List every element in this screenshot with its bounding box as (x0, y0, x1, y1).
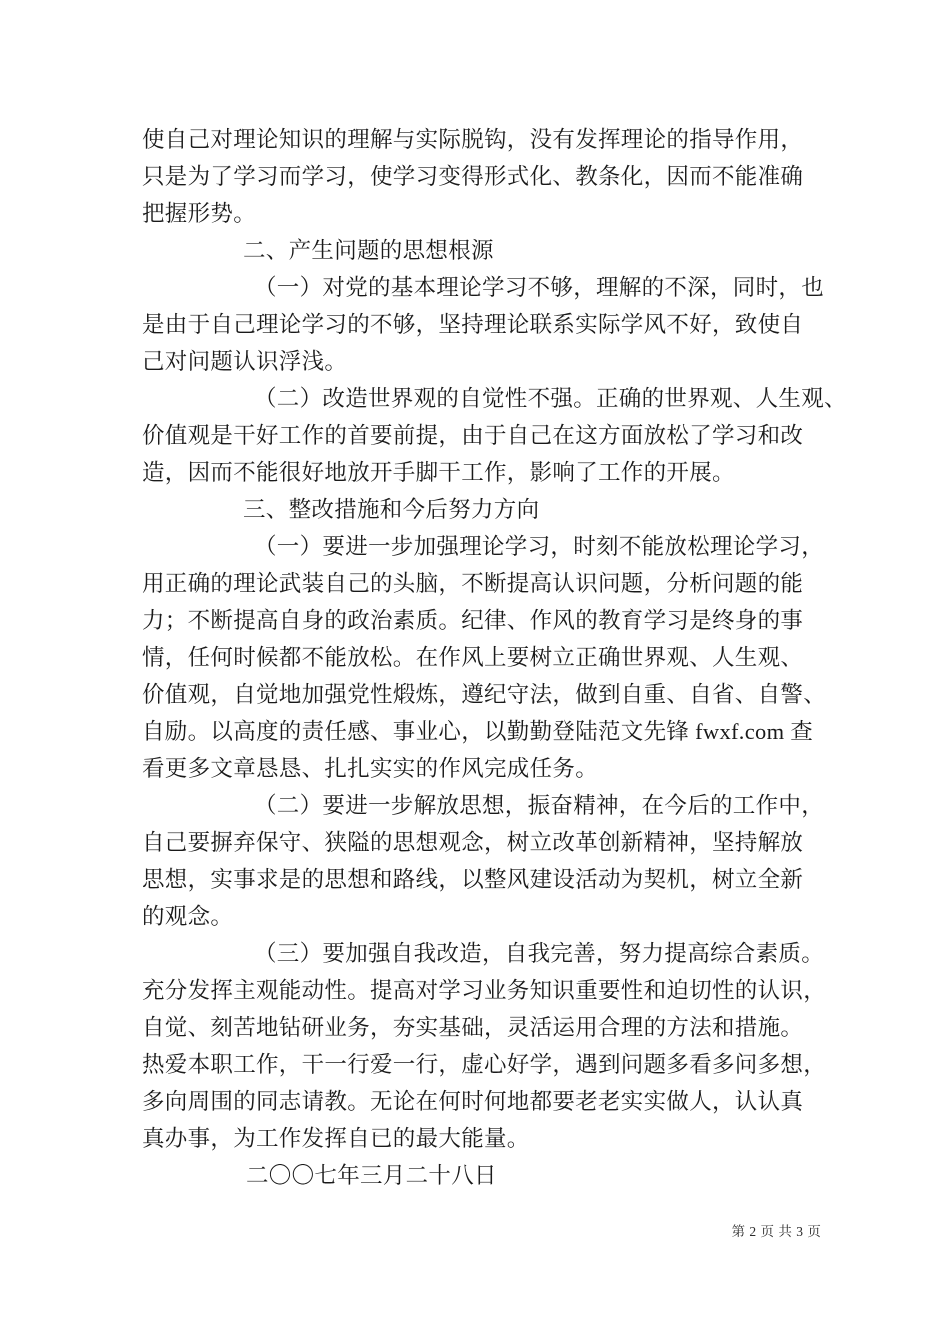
document-body (142, 121, 862, 1194)
text-line: 自己要摒弃保守、狭隘的思想观念，树立改革创新精神，坚持解放 (142, 830, 804, 855)
text-line: 热爱本职工作，干一行爱一行，虚心好学，遇到问题多看多问多想， (142, 1052, 827, 1077)
text-line: （二）要进一步解放思想，振奋精神，在今后的工作中， (254, 793, 825, 818)
text-line: 使自己对理论知识的理解与实际脱钩，没有发挥理论的指导作用， (142, 127, 804, 152)
text-line: 力；不断提高自身的政治素质。纪律、作风的教育学习是终身的事 (142, 608, 804, 633)
text-line: 二、产生问题的思想根源 (243, 238, 494, 263)
text-line: 己对问题认识浮浅。 (142, 349, 348, 374)
text-line: 价值观，自觉地加强党性煅炼，遵纪守法，做到自重、自省、自警、 (142, 682, 827, 707)
text-line: 看更多文章恳恳、扎扎实实的作风完成任务。 (142, 756, 599, 781)
text-line: 是由于自己理论学习的不够，坚持理论联系实际学风不好，致使自 (142, 312, 804, 337)
text-line: （二）改造世界观的自觉性不强。正确的世界观、人生观、 (254, 386, 847, 411)
text-line: 把握形势。 (142, 201, 257, 226)
text-line: （一）对党的基本理论学习不够，理解的不深，同时，也 (254, 275, 825, 300)
text-line: 真办事，为工作发挥自已的最大能量。 (142, 1126, 530, 1151)
page-number-text: 第 2 页 共 3 页 (731, 1224, 822, 1239)
text-line: 充分发挥主观能动性。提高对学习业务知识重要性和迫切性的认识， (142, 978, 827, 1003)
text-line: 只是为了学习而学习，使学习变得形式化、教条化，因而不能准确 (142, 164, 804, 189)
text-line: 多向周围的同志请教。无论在何时何地都要老老实实做人，认认真 (142, 1089, 804, 1114)
text-line: 造，因而不能很好地放开手脚干工作，影响了工作的开展。 (142, 460, 735, 485)
text-line: 三、整改措施和今后努力方向 (243, 497, 540, 522)
text-line: （一）要进一步加强理论学习，时刻不能放松理论学习， (254, 534, 825, 559)
text-line: 自觉、刻苦地钻研业务，夯实基础，灵活运用合理的方法和措施。 (142, 1015, 804, 1040)
text-line: 情，任何时候都不能放松。在作风上要树立正确世界观、人生观、 (142, 645, 804, 670)
text-line: 思想，实事求是的思想和路线，以整风建设活动为契机，树立全新 (142, 867, 804, 892)
text-line: 自励。以高度的责任感、事业心，以勤勤登陆范文先锋 fwxf.com 查 (142, 719, 814, 744)
page-number-footer (716, 1202, 821, 1262)
text-line: 二〇〇七年三月二十八日 (246, 1163, 497, 1188)
text-line: 价值观是干好工作的首要前提，由于自己在这方面放松了学习和改 (142, 423, 804, 448)
text-line: （三）要加强自我改造，自我完善，努力提高综合素质。 (254, 941, 825, 966)
text-line: 用正确的理论武装自己的头脑，不断提高认识问题，分析问题的能 (142, 571, 804, 596)
text-line: 的观念。 (142, 904, 234, 929)
